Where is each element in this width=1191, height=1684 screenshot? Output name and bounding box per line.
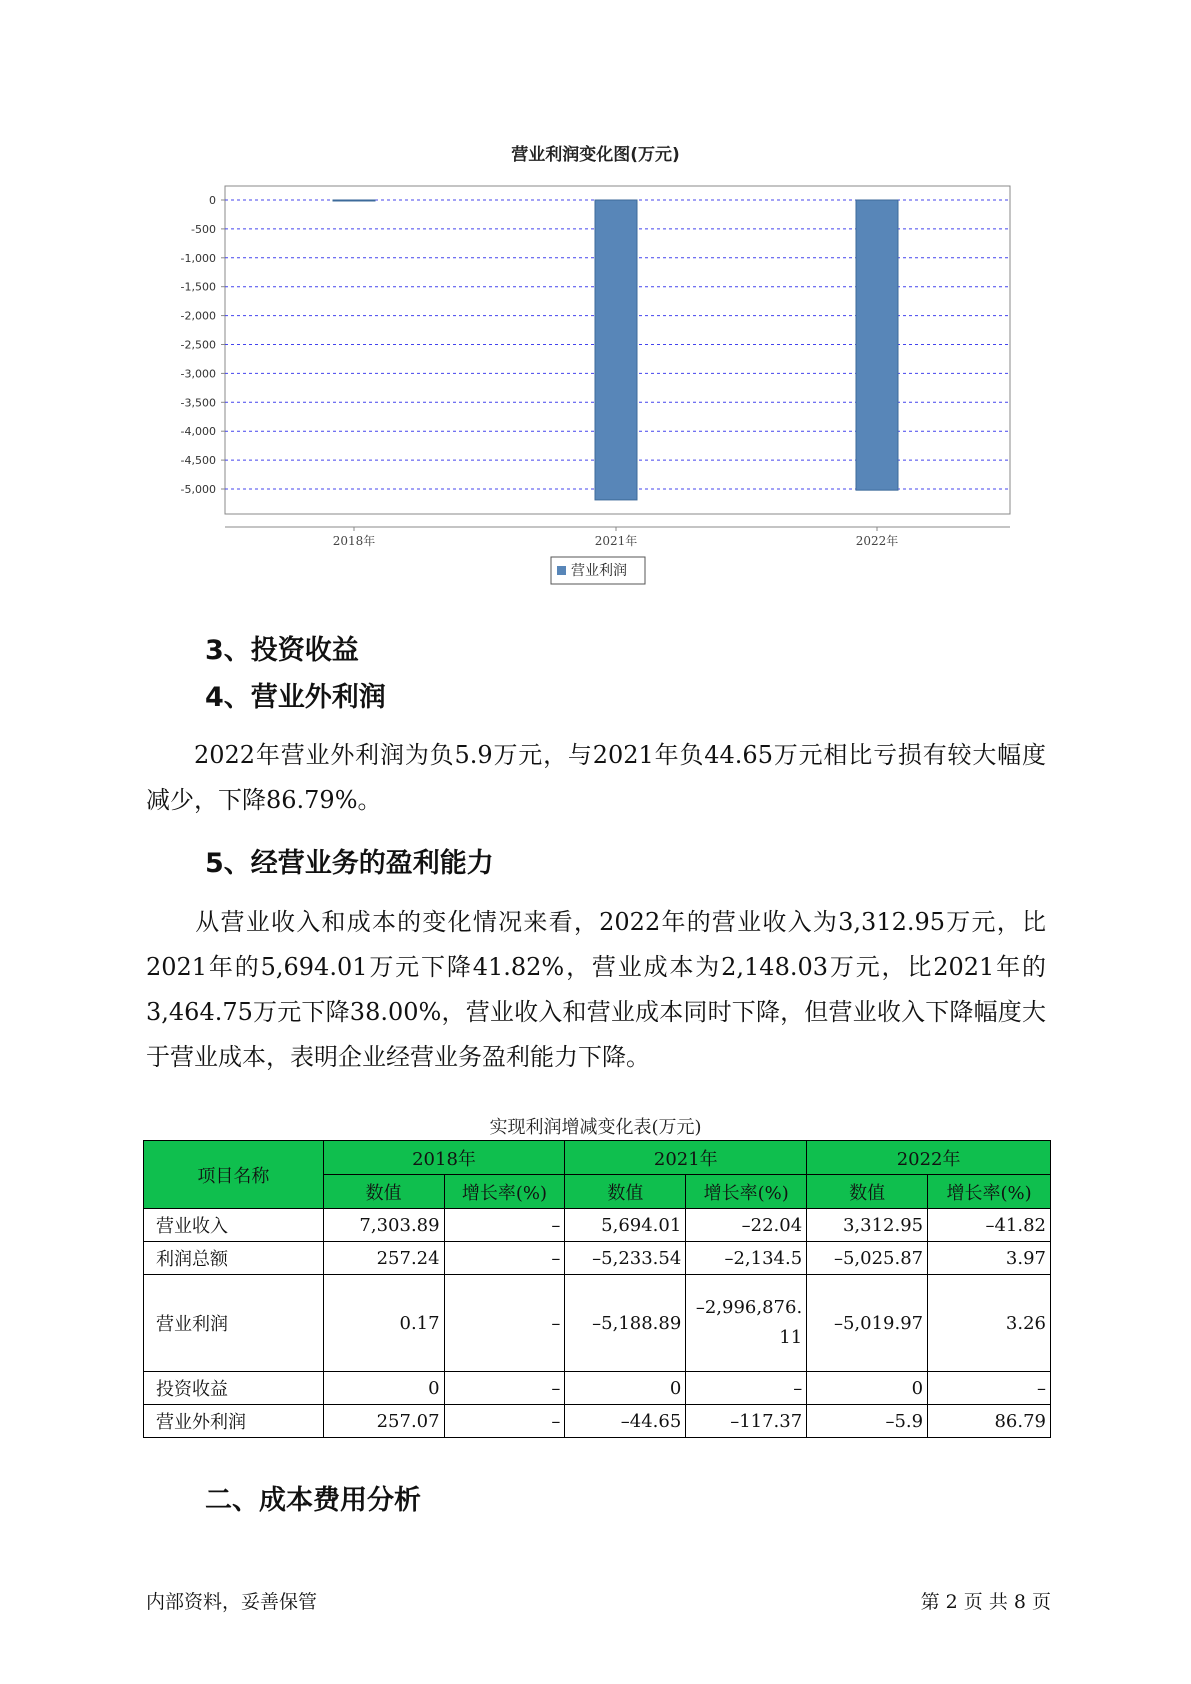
cell: – (444, 1209, 565, 1242)
header-growth: 增长率(%) (444, 1175, 565, 1209)
heading-profitability: 5、经营业务的盈利能力 (205, 848, 494, 879)
table-row (144, 1242, 1051, 1275)
table-row (144, 1405, 1051, 1438)
header-growth: 增长率(%) (686, 1175, 807, 1209)
cell: 0 (807, 1372, 928, 1405)
cell: 3.26 (928, 1275, 1051, 1372)
paragraph-text: 2022年营业外利润为负5.9万元，与2021年负44.65万元相比亏损有较大幅度减少，下降86.79%。 (146, 741, 1046, 814)
y-tick-label: -3,500 (180, 396, 216, 410)
cell: 7,303.89 (323, 1209, 444, 1242)
cell: –5,188.89 (565, 1275, 686, 1372)
paragraph-profitability (146, 900, 1046, 1080)
operating-profit-chart (0, 0, 1191, 600)
y-tick-label: -500 (191, 222, 216, 236)
y-tick-label: -4,500 (180, 454, 216, 468)
footer-page-number: 第 2 页 共 8 页 (920, 1591, 1051, 1613)
paragraph-text: 从营业收入和成本的变化情况来看，2022年的营业收入为3,312.95万元，比2021年的5,694.01万元下降41.82%，营业成本为2,148.03万元，比2021年的3,464.75万元下降38.00%，营业收入和营业成本同时下降，但营业收入下降幅度大于营业成本，表明企业经营业务盈利能力下降。 (146, 908, 1046, 1071)
bar (333, 200, 375, 201)
y-tick-label: -1,500 (180, 280, 216, 294)
cell: 257.24 (323, 1242, 444, 1275)
cell: 0 (323, 1372, 444, 1405)
cell: – (928, 1372, 1051, 1405)
table-row (144, 1372, 1051, 1405)
header-item-name: 项目名称 (144, 1141, 324, 1209)
paragraph-non-operating-profit (146, 733, 1046, 823)
cell: – (444, 1405, 565, 1438)
cell: 0 (565, 1372, 686, 1405)
row-label: 营业利润 (144, 1275, 324, 1372)
bar (856, 200, 898, 490)
legend-swatch (557, 566, 566, 575)
cell: – (686, 1372, 807, 1405)
legend-label: 营业利润 (571, 563, 627, 579)
footer-confidential: 内部资料，妥善保管 (146, 1591, 318, 1613)
cell: –2,134.5 (686, 1242, 807, 1275)
cell: 0.17 (323, 1275, 444, 1372)
header-value: 数值 (807, 1175, 928, 1209)
row-label: 投资收益 (144, 1372, 324, 1405)
x-tick-label: 2021年 (594, 534, 638, 548)
header-value: 数值 (323, 1175, 444, 1209)
table-title: 实现利润增减变化表(万元) (489, 1117, 702, 1138)
row-label: 营业收入 (144, 1209, 324, 1242)
header-year: 2018年 (323, 1141, 565, 1175)
row-label: 利润总额 (144, 1242, 324, 1275)
x-tick-label: 2018年 (332, 534, 376, 548)
header-value: 数值 (565, 1175, 686, 1209)
y-tick-label: -2,000 (180, 309, 216, 323)
header-growth: 增长率(%) (928, 1175, 1051, 1209)
y-tick-label: -4,000 (180, 425, 216, 439)
profit-change-table (143, 1140, 1051, 1438)
table-row (144, 1209, 1051, 1242)
x-tick-label: 2022年 (855, 534, 899, 548)
cell: –117.37 (686, 1405, 807, 1438)
y-tick-label: -1,000 (180, 251, 216, 265)
table-row (144, 1275, 1051, 1372)
chart-title: 营业利润变化图(万元) (511, 145, 680, 165)
cell: –5.9 (807, 1405, 928, 1438)
y-tick-label: 0 (209, 194, 216, 207)
header-year: 2021年 (565, 1141, 807, 1175)
bar (595, 200, 637, 500)
heading-non-operating-profit: 4、营业外利润 (205, 682, 386, 713)
cell: 5,694.01 (565, 1209, 686, 1242)
cell: – (444, 1242, 565, 1275)
cell: –41.82 (928, 1209, 1051, 1242)
cell: –2,996,876.11 (686, 1275, 807, 1372)
cell: –22.04 (686, 1209, 807, 1242)
cell: –5,233.54 (565, 1242, 686, 1275)
cell: – (444, 1275, 565, 1372)
cell: –5,019.97 (807, 1275, 928, 1372)
row-label: 营业外利润 (144, 1405, 324, 1438)
cell: – (444, 1372, 565, 1405)
y-tick-label: -5,000 (180, 483, 216, 496)
cell: –5,025.87 (807, 1242, 928, 1275)
y-tick-label: -3,000 (180, 367, 216, 381)
cell: 3.97 (928, 1242, 1051, 1275)
heading-investment-income: 3、投资收益 (205, 635, 359, 666)
y-tick-label: -2,500 (180, 338, 216, 352)
cell: 3,312.95 (807, 1209, 928, 1242)
heading-cost-analysis: 二、成本费用分析 (205, 1485, 421, 1516)
cell: –44.65 (565, 1405, 686, 1438)
header-year: 2022年 (807, 1141, 1051, 1175)
cell: 257.07 (323, 1405, 444, 1438)
cell: 86.79 (928, 1405, 1051, 1438)
